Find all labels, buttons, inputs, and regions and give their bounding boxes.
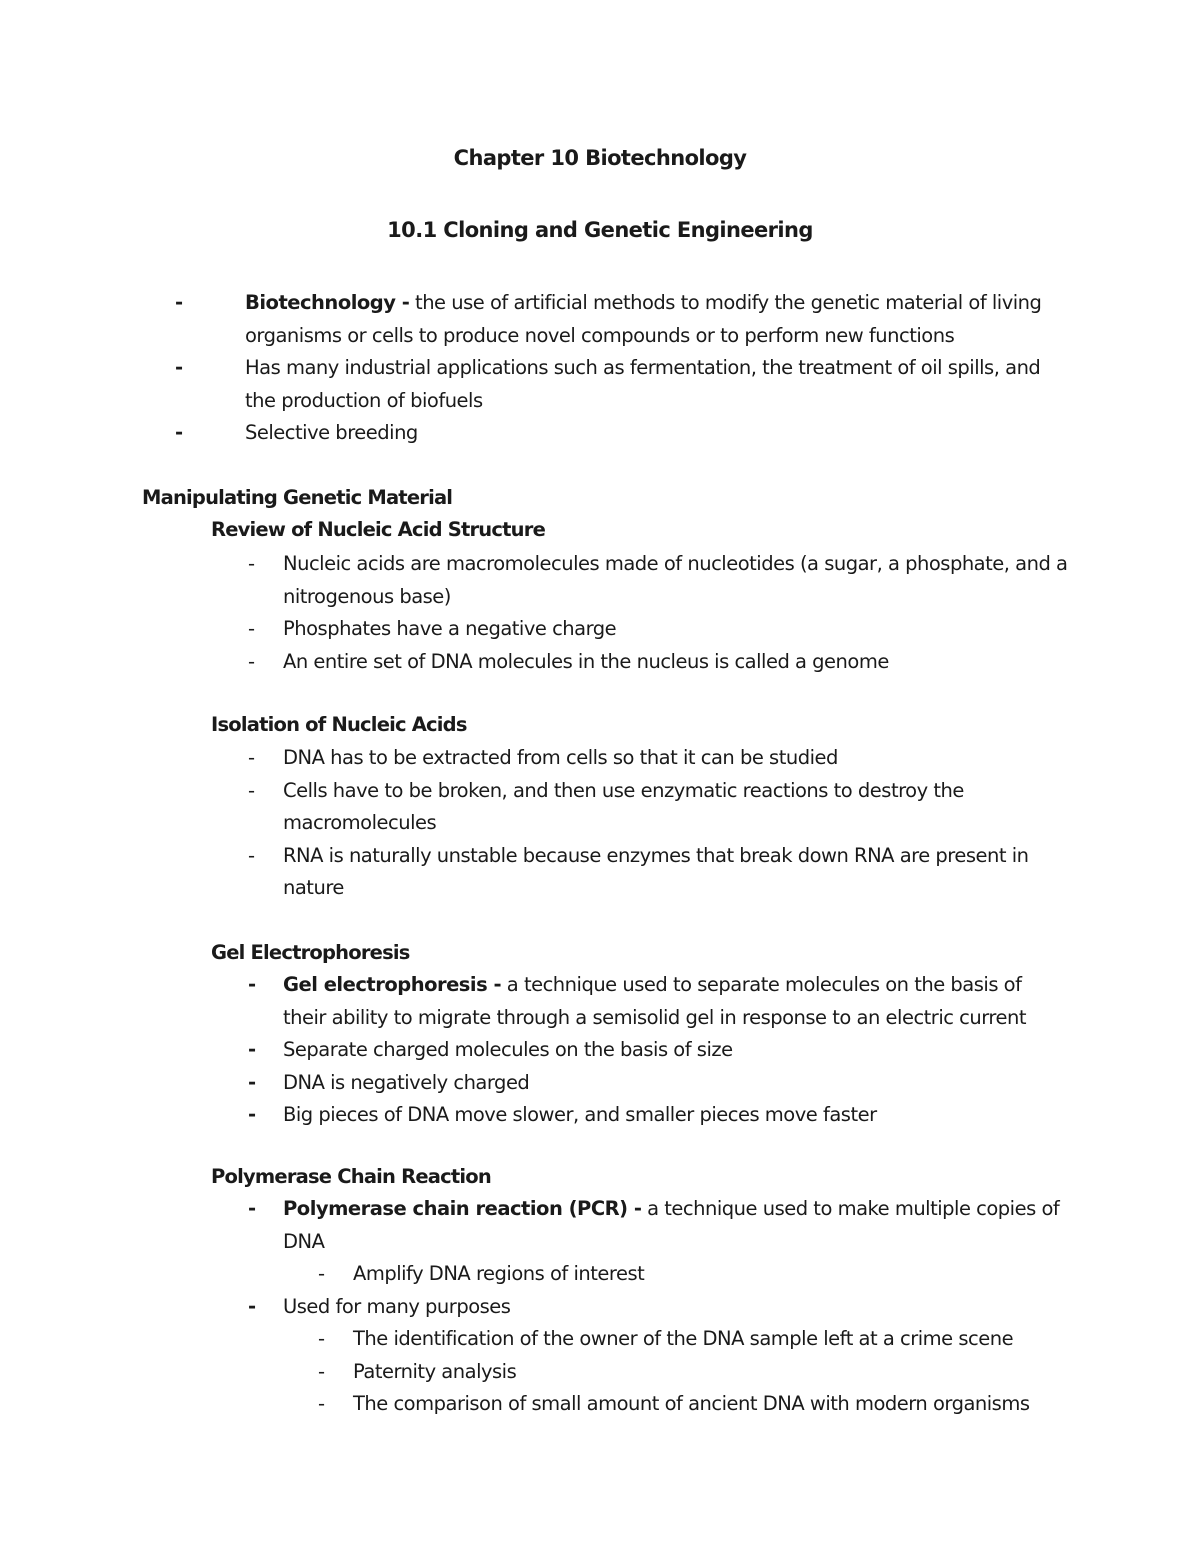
gel-list xyxy=(248,969,1048,1132)
bullet-dash: - xyxy=(248,1070,256,1094)
list-item xyxy=(248,613,1068,646)
list-item-text: Paternity analysis xyxy=(353,1359,517,1383)
list-item-text: Separate charged molecules on the basis of size xyxy=(283,1038,733,1061)
bullet-dash: - xyxy=(248,1038,256,1061)
list-item xyxy=(248,1099,1048,1132)
sub-list xyxy=(283,1323,1068,1421)
heading-gel-electrophoresis: Gel Electrophoresis xyxy=(211,941,410,964)
bullet-dash: - xyxy=(248,1197,256,1220)
bullet-dash: - xyxy=(248,843,255,867)
bullet-dash: - xyxy=(318,1262,325,1285)
list-item xyxy=(175,352,1055,417)
bullet-dash: - xyxy=(318,1327,325,1350)
list-item xyxy=(175,417,1055,450)
list-item xyxy=(248,548,1068,613)
term-gel-electrophoresis: Gel electrophoresis - xyxy=(283,973,502,996)
list-item-text: Selective breeding xyxy=(245,421,418,444)
list-item xyxy=(248,742,1038,775)
intro-list xyxy=(175,287,1055,450)
list-item-text: Phosphates have a negative charge xyxy=(283,617,617,640)
pcr-list xyxy=(248,1193,1068,1421)
bullet-dash: - xyxy=(175,291,183,314)
bullet-dash: - xyxy=(248,552,255,575)
list-item xyxy=(175,287,1055,352)
list-item-text: Amplify DNA regions of interest xyxy=(353,1262,645,1285)
bullet-dash: - xyxy=(318,1392,325,1415)
sub-list xyxy=(283,1258,1068,1291)
sub-list-item xyxy=(283,1258,1068,1291)
list-item-text: Used for many purposes xyxy=(283,1294,511,1318)
list-item xyxy=(248,1034,1048,1067)
list-item-text: DNA is negatively charged xyxy=(283,1070,530,1094)
sub-list-item xyxy=(283,1388,1068,1421)
term-biotechnology: Biotechnology - xyxy=(245,291,410,314)
bullet-dash: - xyxy=(248,973,256,996)
bullet-dash: - xyxy=(248,746,255,769)
page-title: Chapter 10 Biotechnology xyxy=(453,146,747,170)
list-item xyxy=(248,1291,1068,1421)
review-list xyxy=(248,548,1068,678)
bullet-dash: - xyxy=(248,617,255,640)
bullet-dash: - xyxy=(175,356,183,379)
heading-polymerase-chain-reaction: Polymerase Chain Reaction xyxy=(211,1165,491,1188)
list-item xyxy=(248,646,1068,679)
sub-list-item xyxy=(283,1323,1068,1356)
definition-text: a technique used to separate molecules on the basis of their ability to migrate through a semisolid gel in response to an electric current xyxy=(283,973,1027,1029)
list-item-text: An entire set of DNA molecules in the nucleus is called a genome xyxy=(283,649,889,673)
isolation-list xyxy=(248,742,1038,905)
list-item-text: Big pieces of DNA move slower, and smaller pieces move faster xyxy=(283,1103,877,1126)
definition-text: the use of artificial methods to modify the genetic material of living organisms or cells to produce novel compounds or to perform new functions xyxy=(245,291,1042,347)
list-item xyxy=(248,1067,1048,1100)
list-item-text: DNA has to be extracted from cells so that it can be studied xyxy=(283,746,838,769)
list-item-text: The comparison of small amount of ancient DNA with modern organisms xyxy=(353,1392,1030,1415)
list-item-text: Nucleic acids are macromolecules made of nucleotides (a sugar, a phosphate, and a nitrogenous base) xyxy=(283,552,1068,608)
heading-manipulating-genetic-material: Manipulating Genetic Material xyxy=(142,486,453,509)
bullet-dash: - xyxy=(248,649,255,673)
section-title: 10.1 Cloning and Genetic Engineering xyxy=(387,218,813,242)
bullet-dash: - xyxy=(175,421,183,444)
bullet-dash: - xyxy=(248,1103,256,1126)
list-item-text: Cells have to be broken, and then use enzymatic reactions to destroy the macromolecules xyxy=(283,778,964,834)
list-item-text: RNA is naturally unstable because enzymes that break down RNA are present in nature xyxy=(283,843,1029,899)
bullet-dash: - xyxy=(318,1359,325,1383)
list-item xyxy=(248,840,1038,905)
list-item-text: The identification of the owner of the DNA sample left at a crime scene xyxy=(353,1327,1014,1350)
bullet-dash: - xyxy=(248,1294,256,1318)
heading-review-nucleic-acid-structure: Review of Nucleic Acid Structure xyxy=(211,518,545,541)
list-item xyxy=(248,969,1048,1034)
heading-isolation-nucleic-acids: Isolation of Nucleic Acids xyxy=(211,713,467,736)
sub-list-item xyxy=(283,1356,1068,1389)
list-item xyxy=(248,775,1038,840)
list-item xyxy=(248,1193,1068,1291)
term-pcr: Polymerase chain reaction (PCR) - xyxy=(283,1197,642,1220)
bullet-dash: - xyxy=(248,778,255,802)
list-item-text: Has many industrial applications such as fermentation, the treatment of oil spills, and the production of biofuels xyxy=(245,356,1041,412)
definition-text: a technique used to make multiple copies of DNA xyxy=(283,1197,1060,1253)
